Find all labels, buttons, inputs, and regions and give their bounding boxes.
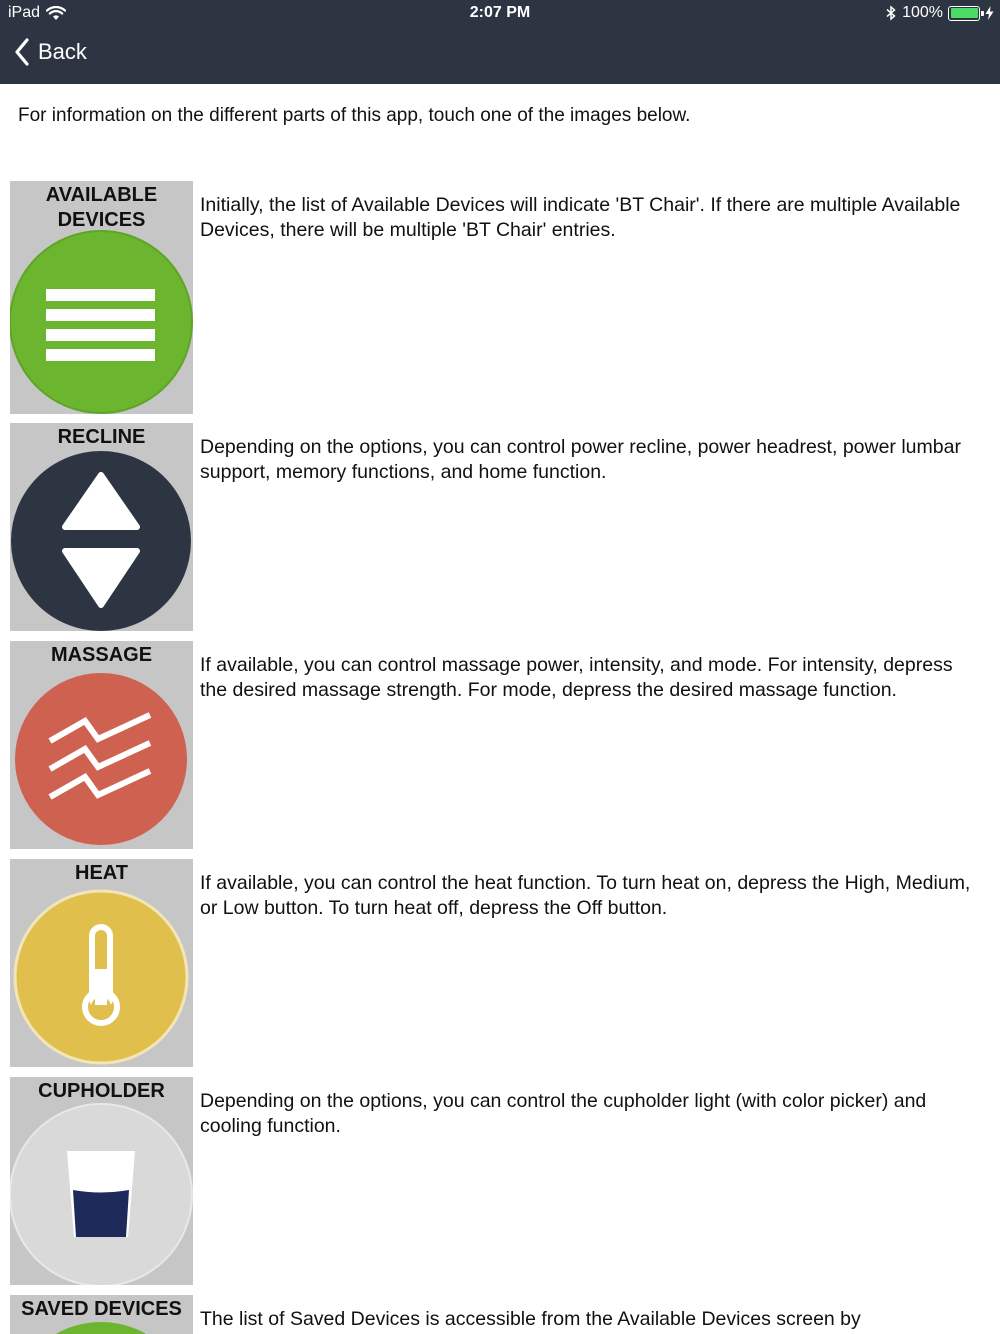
back-button[interactable] [14, 38, 87, 66]
saved-devices-tile[interactable] [10, 1295, 193, 1334]
available-devices-tile[interactable] [10, 181, 193, 414]
item-description: Depending on the options, you can control power recline, power headrest, power lumbar support, memory functions, and home function. [200, 436, 961, 483]
tile-label: SAVED DEVICES [21, 1298, 182, 1320]
help-row-saved-devices [10, 1295, 990, 1334]
bluetooth-icon [885, 5, 897, 21]
help-row-cupholder [10, 1077, 990, 1285]
item-description: Depending on the options, you can control the cupholder light (with color picker) and cooling function. [200, 1090, 927, 1137]
recline-tile[interactable] [10, 423, 193, 631]
item-description: Initially, the list of Available Devices will indicate 'BT Chair'. If there are multiple Available Devices, there will be multiple 'BT Chair' entries. [200, 194, 961, 241]
tile-label: MASSAGE [50, 644, 153, 666]
massage-waves-icon [10, 641, 193, 849]
thermometer-icon [10, 859, 193, 1067]
item-description: If available, you can control massage power, intensity, and mode. For intensity, depress the desired massage strength. For mode, depress the desired massage function. [200, 654, 953, 701]
intro-text: For information on the different parts of this app, touch one of the images below. [18, 105, 691, 126]
massage-tile[interactable] [10, 641, 193, 849]
help-row-recline [10, 423, 990, 631]
cup-icon [10, 1077, 193, 1285]
status-time: 2:07 PM [469, 4, 531, 21]
battery-icon [948, 6, 980, 21]
item-description: The list of Saved Devices is accessible from the Available Devices screen by [200, 1308, 861, 1330]
status-bar [0, 0, 1000, 28]
tile-label: CUPHOLDER [38, 1080, 165, 1102]
cupholder-tile[interactable] [10, 1077, 193, 1285]
help-row-heat [10, 859, 990, 1067]
tile-label: AVAILABLE DEVICES [45, 184, 158, 231]
tile-label: RECLINE [57, 426, 146, 448]
item-description: If available, you can control the heat function. To turn heat on, depress the High, Medium, or Low button. To turn heat off, depress the Off button. [200, 872, 971, 919]
heat-tile[interactable] [10, 859, 193, 1067]
help-row-massage [10, 641, 990, 849]
device-name: iPad [8, 4, 41, 21]
tile-label: HEAT [75, 862, 128, 884]
charging-bolt-icon [985, 6, 994, 20]
up-down-arrows-icon [10, 423, 193, 631]
top-bar [0, 0, 1000, 84]
back-label: Back [38, 39, 87, 64]
battery-percent: 100% [902, 4, 943, 21]
chevron-left-icon [14, 38, 30, 66]
help-row-available-devices [10, 181, 990, 414]
